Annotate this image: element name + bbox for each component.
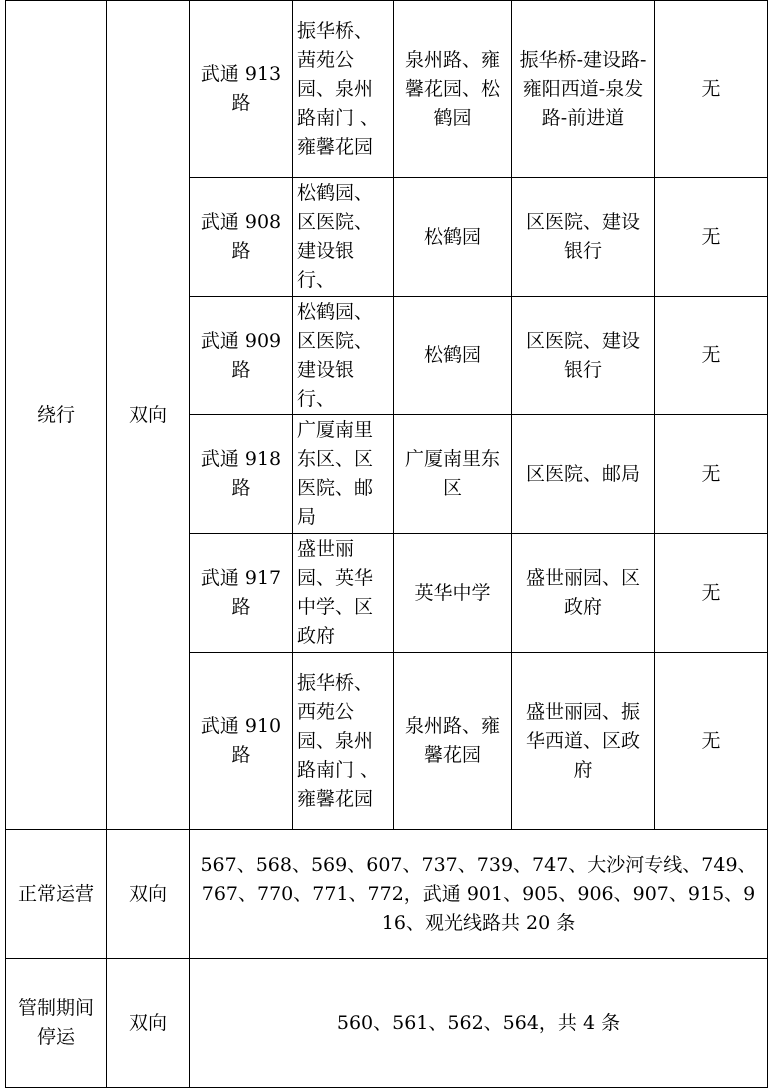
suspended-routes-cell: 560、561、562、564，共 4 条 <box>190 959 768 1088</box>
new-stops-cell: 泉州路、雍馨花园、松鹤园 <box>394 1 512 178</box>
new-stops-cell: 松鹤园 <box>394 178 512 297</box>
cancelled-stops-cell: 振华桥、茜苑公园、泉州路南门 、雍馨花园 <box>293 1 394 178</box>
route-name-cell: 武通 918 路 <box>190 415 293 534</box>
cancelled-stops-cell: 广厦南里东区、区医院、邮局 <box>293 415 394 534</box>
detour-path-cell: 区医院、建设银行 <box>512 178 655 297</box>
new-stops-cell: 松鹤园 <box>394 297 512 415</box>
route-name-cell: 武通 917 路 <box>190 534 293 653</box>
note-cell: 无 <box>655 534 768 653</box>
detour-path-cell: 区医院、建设银行 <box>512 297 655 415</box>
detour-path-cell: 振华桥-建设路-雍阳西道-泉发路-前进道 <box>512 1 655 178</box>
cancelled-stops-cell: 盛世丽园、英华中学、区政府 <box>293 534 394 653</box>
detour-direction-cell: 双向 <box>107 1 190 830</box>
route-adjustment-table <box>5 0 768 1088</box>
detour-path-cell: 盛世丽园、区政府 <box>512 534 655 653</box>
note-cell: 无 <box>655 653 768 830</box>
route-name-cell: 武通 909 路 <box>190 297 293 415</box>
suspended-type-cell: 管制期间停运 <box>6 959 107 1088</box>
normal-type-cell: 正常运营 <box>6 830 107 959</box>
cancelled-stops-cell: 松鹤园、区医院、建设银行、 <box>293 297 394 415</box>
route-name-cell: 武通 908 路 <box>190 178 293 297</box>
new-stops-cell: 广厦南里东区 <box>394 415 512 534</box>
suspended-direction-cell: 双向 <box>107 959 190 1088</box>
detour-type-cell: 绕行 <box>6 1 107 830</box>
note-cell: 无 <box>655 415 768 534</box>
note-cell: 无 <box>655 178 768 297</box>
table-row <box>6 1 768 178</box>
cancelled-stops-cell: 松鹤园、区医院、建设银行、 <box>293 178 394 297</box>
route-name-cell: 武通 913 路 <box>190 1 293 178</box>
detour-path-cell: 盛世丽园、振华西道、区政府 <box>512 653 655 830</box>
normal-direction-cell: 双向 <box>107 830 190 959</box>
note-cell: 无 <box>655 1 768 178</box>
table-row <box>6 830 768 959</box>
new-stops-cell: 英华中学 <box>394 534 512 653</box>
normal-routes-cell: 567、568、569、607、737、739、747、大沙河专线、749、767、770、771、772，武通 901、905、906、907、915、916、观光线路共 20 条 <box>190 830 768 959</box>
route-name-cell: 武通 910 路 <box>190 653 293 830</box>
table-row <box>6 959 768 1088</box>
new-stops-cell: 泉州路、雍馨花园 <box>394 653 512 830</box>
note-cell: 无 <box>655 297 768 415</box>
detour-path-cell: 区医院、邮局 <box>512 415 655 534</box>
cancelled-stops-cell: 振华桥、西苑公园、泉州路南门 、雍馨花园 <box>293 653 394 830</box>
